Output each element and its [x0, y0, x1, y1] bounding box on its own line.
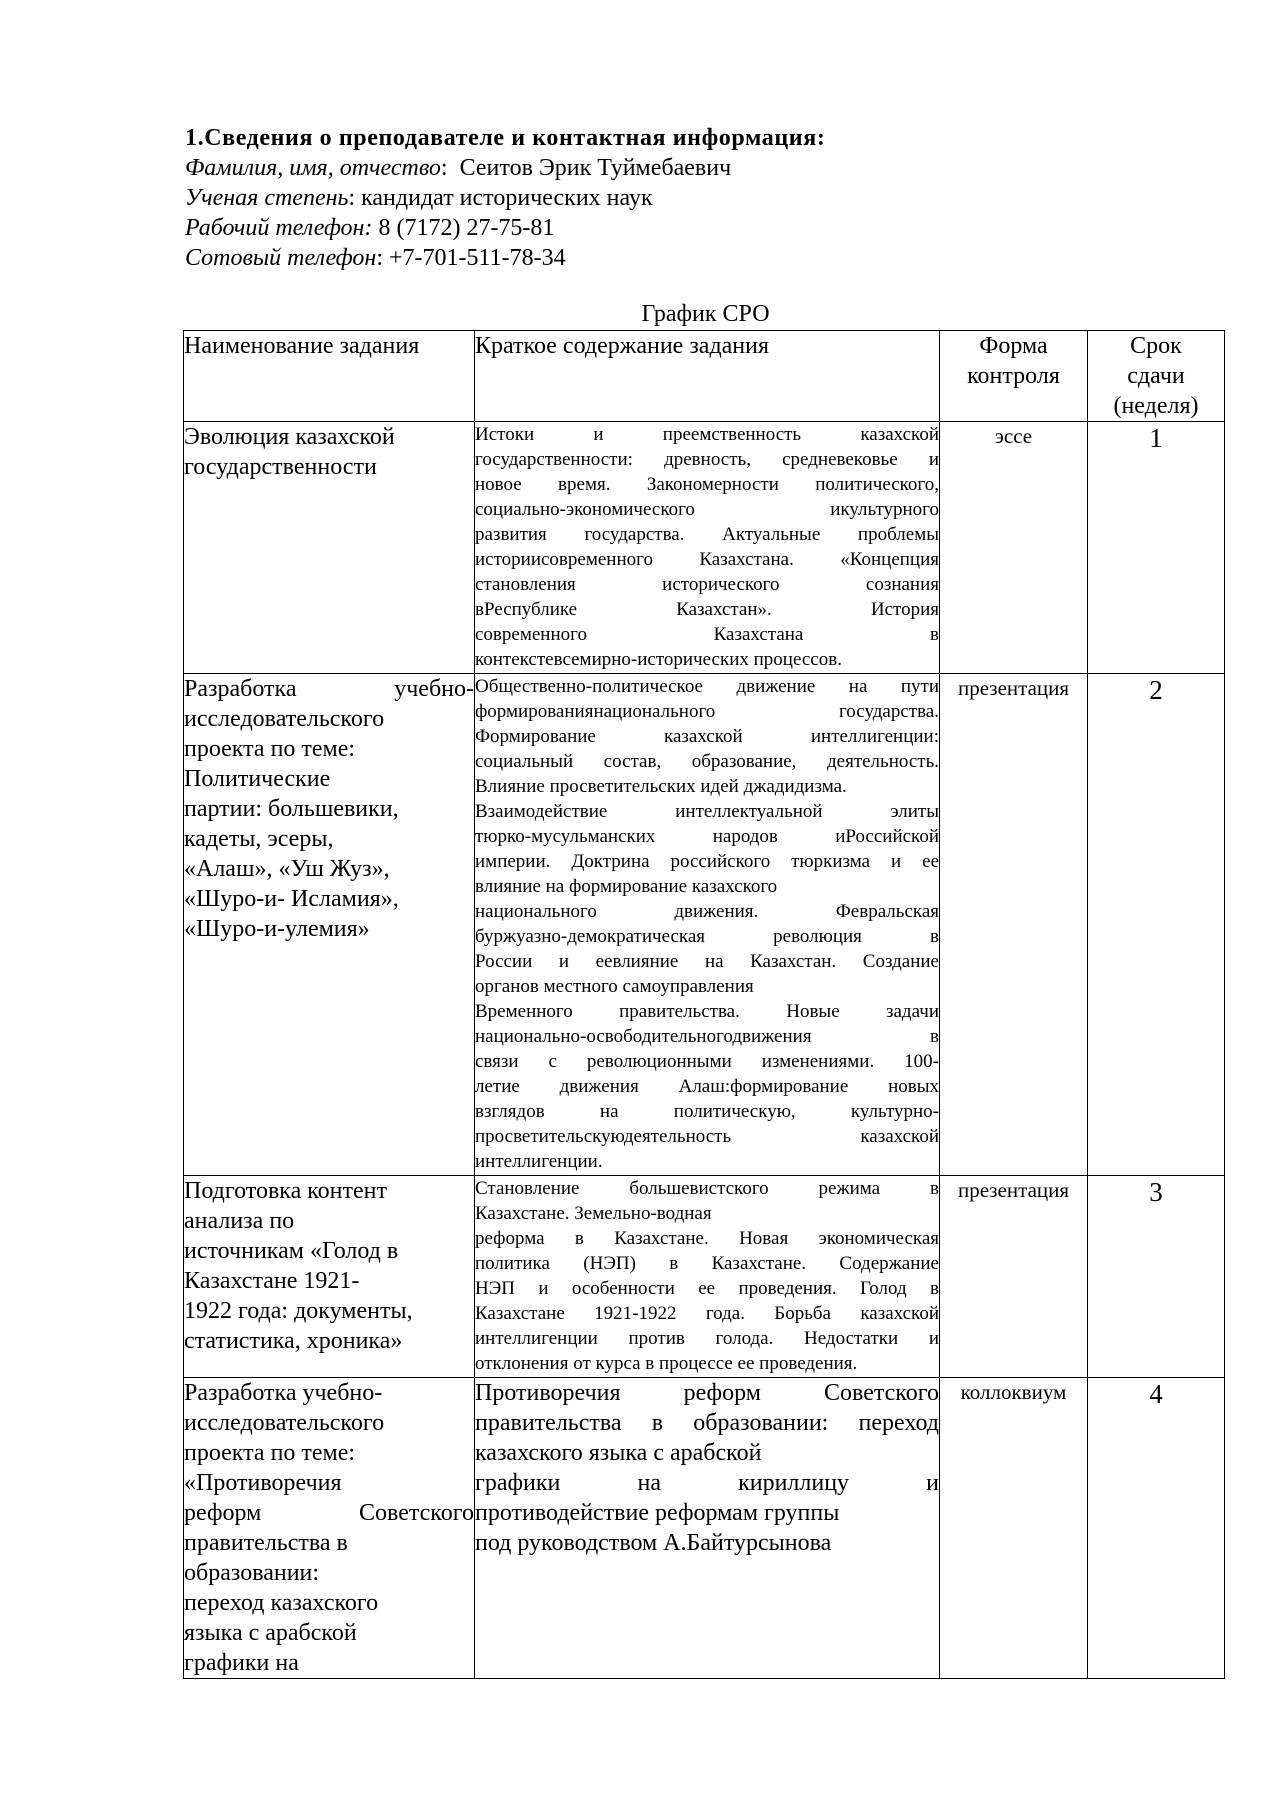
task-name-line: исследовательского [184, 706, 385, 732]
content-line: интеллигенции против голода. Недостатки и [475, 1328, 939, 1349]
content-line: национального движения. Февральская [475, 901, 939, 922]
control-form-cell: презентация [940, 1176, 1088, 1378]
task-name-line: правительства в [184, 1530, 348, 1556]
content-line: политика (НЭП) в Казахстане. Содержание [475, 1253, 939, 1274]
table-row [184, 1176, 1225, 1378]
content-line: национально-освободительногодвижения в [475, 1026, 939, 1047]
task-content-cell [475, 1378, 940, 1679]
task-name-line: проекта по теме: [184, 1440, 356, 1466]
content-line: становления исторического сознания [475, 574, 939, 595]
task-content-cell [475, 674, 940, 1176]
task-name-line: реформ Советского [184, 1500, 474, 1526]
content-line: Влияние просветительских идей джадидизма. [475, 776, 847, 797]
content-line: НЭП и особенности ее проведения. Голод в [475, 1278, 939, 1299]
content-line: Казахстане 1921-1922 года. Борьба казахской [475, 1303, 939, 1324]
header-control-form [940, 331, 1088, 422]
content-line: Становление большевистского режима в [475, 1178, 939, 1199]
work-phone-value: 8 (7172) 27-75-81 [378, 215, 555, 241]
task-name-line: статистика, хроника» [184, 1328, 403, 1354]
content-line: интеллигенции. [475, 1151, 603, 1172]
content-line: тюрко-мусульманских народов иРоссийской [475, 826, 939, 847]
task-name-line: источникам «Голод в [184, 1238, 399, 1264]
table-row [184, 1378, 1225, 1679]
content-line: развития государства. Актуальные проблемы [475, 524, 939, 545]
content-line: Противоречия реформ Советского [475, 1380, 939, 1406]
task-name-line: Эволюция казахской [184, 424, 395, 450]
work-phone-line [185, 213, 1145, 243]
task-name-line: языка с арабской [184, 1620, 357, 1646]
task-name-line: Подготовка контент [184, 1178, 387, 1204]
content-line: современного Казахстана в [475, 624, 939, 645]
header-due-line: сдачи [1127, 363, 1185, 389]
content-line: Взаимодействие интеллектуальной элиты [475, 801, 939, 822]
schedule-caption: График СРО [641, 301, 770, 327]
task-name-line: исследовательского [184, 1410, 385, 1436]
task-name-line: 1922 года: документы, [184, 1298, 413, 1324]
fio-value: Сеитов Эрик Туймебаевич [459, 155, 732, 181]
fio-sep: : [440, 155, 448, 181]
content-line: социальный состав, образование, деятельность. [475, 751, 939, 772]
content-line: Временного правительства. Новые задачи [475, 1001, 939, 1022]
task-content-cell [475, 422, 940, 674]
control-form-cell: эссе [940, 422, 1088, 674]
task-name-cell [184, 1378, 475, 1679]
header-due-line: Срок [1130, 333, 1182, 359]
mobile-phone-value: : +7-701-511-78-34 [376, 245, 566, 271]
task-name-line: «Шуро-и-улемия» [184, 916, 370, 942]
control-form-cell: презентация [940, 674, 1088, 1176]
content-line: органов местного самоуправления [475, 976, 754, 997]
sro-schedule-table [183, 330, 1225, 1679]
degree-line [185, 183, 1145, 213]
task-name-line: кадеты, эсеры, [184, 826, 334, 852]
content-line: России и еевлияние на Казахстан. Создание [475, 951, 939, 972]
header-form-line: Форма [979, 333, 1048, 359]
teacher-info [185, 123, 1145, 273]
control-form-cell: коллоквиум [940, 1378, 1088, 1679]
header-due-week [1088, 331, 1225, 422]
content-line: казахского языка с арабской [475, 1440, 762, 1466]
content-line: Казахстане. Земельно-водная [475, 1203, 712, 1224]
content-line: правительства в образовании: переход [475, 1410, 939, 1436]
task-name-line: Политические [184, 766, 331, 792]
content-line: связи с революционными изменениями. 100- [475, 1051, 939, 1072]
task-name-cell [184, 422, 475, 674]
content-line: Общественно-политическое движение на пути [475, 676, 939, 697]
content-line: реформа в Казахстане. Новая экономическая [475, 1228, 939, 1249]
fio-line [185, 153, 1145, 183]
task-name-line: «Шуро-и- Исламия», [184, 886, 399, 912]
degree-label: Ученая степень [185, 185, 349, 211]
content-line: графики на кириллицу и [475, 1470, 939, 1496]
content-line: историисовременного Казахстана. «Концепция [475, 549, 939, 570]
content-line: империи. Доктрина российского тюркизма и ее [475, 851, 939, 872]
content-line: летие движения Алаш:формирование новых [475, 1076, 939, 1097]
task-name-line: «Алаш», «Уш Жуз», [184, 856, 390, 882]
content-line: просветительскуюдеятельность казахской [475, 1126, 939, 1147]
content-line: социально-экономического икультурного [475, 499, 939, 520]
section-title: 1.Сведения о преподавателе и контактная информация: [185, 125, 826, 151]
task-name-line: образовании: [184, 1560, 320, 1586]
content-line: взглядов на политическую, культурно- [475, 1101, 939, 1122]
content-line: Формирование казахской интеллигенции: [475, 726, 939, 747]
content-line: противодействие реформам группы [475, 1500, 840, 1526]
task-name-line: «Противоречия [184, 1470, 342, 1496]
table-header-row [184, 331, 1225, 422]
mobile-phone-line [185, 243, 1145, 273]
content-line: вРеспублике Казахстан». История [475, 599, 939, 620]
task-name-line: Разработка учебно- [184, 1380, 383, 1406]
content-line: под руководством А.Байтурсынова [475, 1530, 832, 1556]
content-line: контекстевсемирно-исторических процессов. [475, 649, 842, 670]
task-name-line: анализа по [184, 1208, 295, 1234]
due-week-cell: 4 [1088, 1378, 1225, 1679]
table-row [184, 422, 1225, 674]
task-name-cell [184, 1176, 475, 1378]
content-line: государственности: древность, средневековье и [475, 449, 939, 470]
table-row [184, 674, 1225, 1176]
task-name-line: Казахстане 1921- [184, 1268, 360, 1294]
content-line: отклонения от курса в процессе ее проведения. [475, 1353, 858, 1374]
header-due-line: (неделя) [1113, 393, 1199, 419]
content-line: Истоки и преемственность казахской [475, 424, 939, 445]
header-task-name: Наименование задания [184, 331, 475, 422]
content-line: новое время. Закономерности политического, [475, 474, 939, 495]
due-week-cell: 3 [1088, 1176, 1225, 1378]
task-name-line: Разработка учебно- [184, 676, 474, 702]
header-form-line: контроля [967, 363, 1060, 389]
fio-label: Фамилия, имя, отчество [185, 155, 441, 181]
content-line: буржуазно-демократическая революция в [475, 926, 939, 947]
work-phone-label: Рабочий телефон: [185, 215, 373, 241]
content-line: влияние на формирование казахского [475, 876, 778, 897]
header-task-content: Краткое содержание задания [475, 331, 940, 422]
task-content-cell [475, 1176, 940, 1378]
task-name-cell [184, 674, 475, 1176]
content-line: формированиянационального государства. [475, 701, 939, 722]
degree-value: : кандидат исторических наук [348, 185, 653, 211]
task-name-line: графики на [184, 1650, 299, 1676]
task-name-line: проекта по теме: [184, 736, 356, 762]
due-week-cell: 2 [1088, 674, 1225, 1176]
task-name-line: государственности [184, 454, 377, 480]
task-name-line: переход казахского [184, 1590, 379, 1616]
due-week-cell: 1 [1088, 422, 1225, 674]
task-name-line: партии: большевики, [184, 796, 399, 822]
mobile-phone-label: Сотовый телефон [185, 245, 377, 271]
